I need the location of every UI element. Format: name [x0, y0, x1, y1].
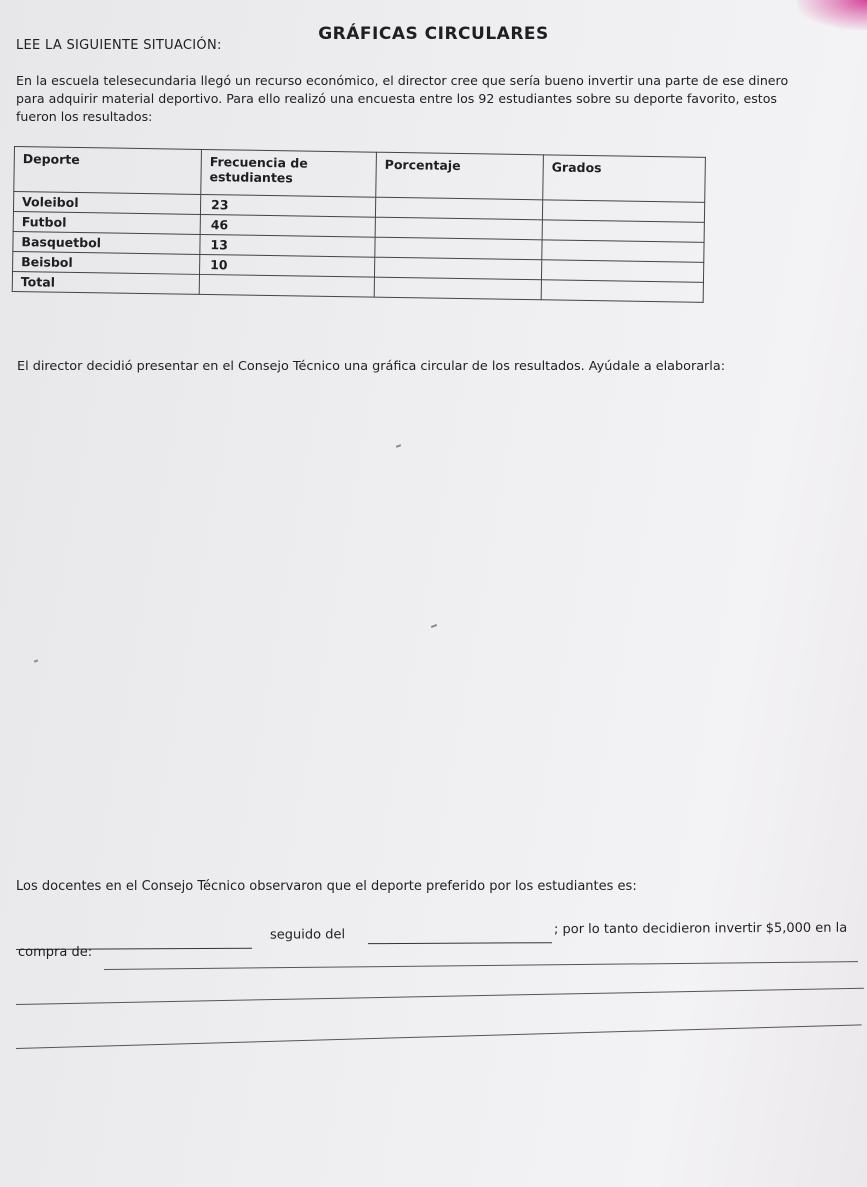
percent-cell[interactable] [375, 237, 542, 260]
degrees-cell[interactable] [542, 240, 704, 263]
paper-speck [396, 444, 401, 448]
survey-results-table [12, 146, 706, 303]
investment-text: ; por lo tanto decidieron invertir $5,000 en la [553, 920, 848, 938]
chart-directive: El director decidió presentar en el Consejo Técnico una gráfica circular de los resultados. Ayúdale a elaborarla: [17, 359, 726, 374]
instruction-label: LEE LA SIGUIENTE SITUACIÓN: [16, 38, 222, 53]
chart-drawing-area[interactable] [16, 390, 816, 860]
answer-sentence [16, 921, 856, 949]
purchase-label: compra de: [18, 945, 93, 960]
paper-speck [431, 624, 437, 628]
frequency-cell: 13 [200, 234, 375, 257]
second-sport-blank[interactable] [368, 924, 552, 944]
percent-cell[interactable] [375, 217, 542, 240]
intro-paragraph: En la escuela telesecundaria llegó un recurso económico, el director cree que sería bueno invertir una parte de ese dinero para adquirir material deportivo. Para ello realizó una encuesta entre los 92 estudiantes sobre su deporte favorito, estos fueron los resultados: [16, 73, 789, 124]
frequency-cell: 46 [200, 214, 375, 237]
degrees-cell[interactable] [542, 200, 704, 223]
sport-cell: Beisbol [13, 251, 200, 274]
header-frequency: Frecuencia de estudiantes [201, 149, 377, 197]
header-sport: Deporte [14, 147, 202, 195]
observation-sentence: Los docentes en el Consejo Técnico observaron que el deporte preferido por los estudiantes es: [16, 879, 637, 894]
percent-cell[interactable] [375, 197, 542, 220]
degrees-cell[interactable] [541, 260, 703, 283]
percent-cell[interactable] [374, 277, 541, 300]
purchase-answer-line[interactable] [16, 1024, 862, 1049]
worksheet-title: GRÁFICAS CIRCULARES [318, 24, 549, 44]
frequency-cell: 23 [200, 194, 375, 217]
header-percent: Porcentaje [376, 152, 544, 200]
purchase-answer-line[interactable] [104, 961, 858, 970]
degrees-cell[interactable] [542, 220, 704, 243]
paper-speck [34, 659, 38, 662]
followed-by-label: seguido del [269, 927, 346, 943]
frequency-cell[interactable] [199, 274, 374, 297]
sport-cell: Voleibol [13, 192, 200, 215]
frequency-cell: 10 [200, 254, 375, 277]
sport-cell: Futbol [13, 211, 200, 234]
sport-cell: Total [12, 271, 199, 294]
purchase-answer-line[interactable] [16, 988, 864, 1005]
degrees-cell[interactable] [541, 280, 703, 303]
sport-cell: Basquetbol [13, 231, 200, 254]
percent-cell[interactable] [374, 257, 541, 280]
header-degrees: Grados [543, 155, 706, 203]
